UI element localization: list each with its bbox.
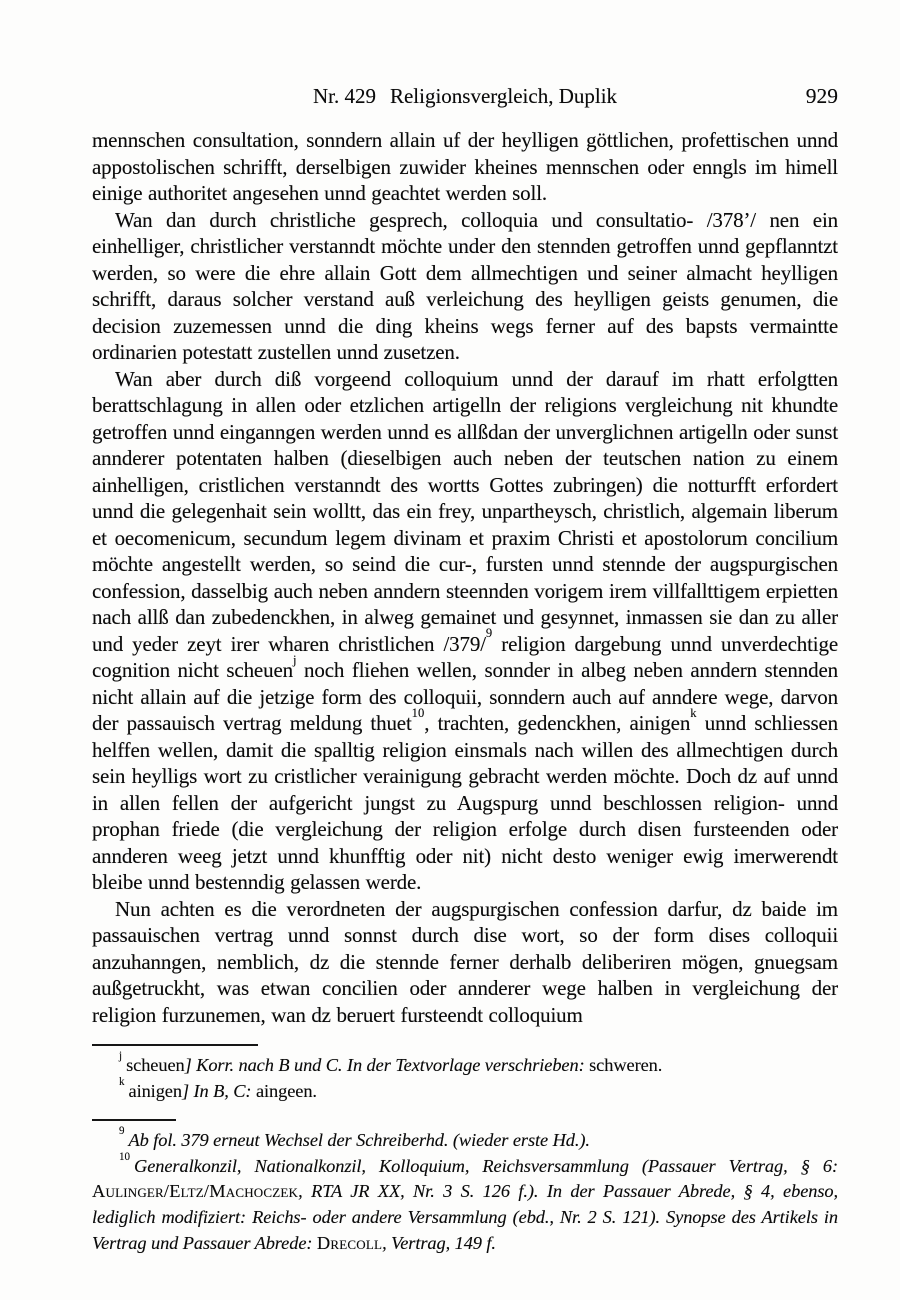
paragraph-continuation: mennschen consultation, sonndern allain uf der heylligen göttlichen, profettischen unnd appostolischen schrifft, derselbigen zuwider kheines mennschen oder enngls im himell einige authoritet angesehen unnd geachtet werden soll.	[92, 128, 838, 205]
footnote-text: Generalkonzil, Nationalkonzil, Kolloquium, Reichsversammlung (Passauer Vertrag, § 6: Aulinger/Eltz/Machoczek, RTA JR XX, Nr. 3 S. 126 f.). In der Passauer Abrede, § 4, ebenso, lediglich modifiziert: Reichs- oder andere Versammlung (ebd., Nr. 2 S. 121). Synopse des Artikels in Vertrag und Passauer Abrede: Drecoll, Vertrag, 149 f.	[92, 1155, 838, 1253]
variant-note-text: ainigen] In B, C: aingeen.	[128, 1080, 317, 1101]
paragraph: Wan aber durch diß vorgeend colloquium unnd der darauf im rhatt erfolgtten berattschlagung in allen oder etzlichen artigelln der religions vergleichung nit khundte getroffen unnd einganngen werden unnd es allßdan der unverglichnen artigelln oder sunst annderer potentaten halben (dieselbigen auch neben der teutschen nation zu einem ainhelligen, cristlichen verstanndt des wortts Gottes zubringen) die notturfft erfordert unnd die gelegenhait sein wolltt, das ein frey, unpartheysch, christlich, algemain liberum et oecomenicum, secundum legem divinam et praxim Christi et apostolorum concilium möchte angestellt werden, so seind die cur-, fursten unnd stennde der augspurgischen confession, dasselbig auch neben anndern steennden vorigem irem villfallttigem erpietten nach allß dan zubedenckhen, in alweg gemainet und gesynnet, inmassen sie dan zu aller und yeder zeyt irer wharen christlichen /379/$^9$ religion dargebung unnd unverdechtige cognition nicht scheuen$^j$ noch fliehen wellen, sonnder in albeg neben anndern stennden nicht allain auf die jetzige form des colloquii, sonndern auch auf anndere wege, darvon der passauisch vertrag meldung thuet$^{10}$, trachten, gedenckhen, ainigen$^k$ unnd schliessen helffen wellen, damit die spalltig religion einsmals nach willen des allmechtigen durch sein heylligs wort zu cristlicher verainigung gebracht werden möchte. Doch dz auf unnd in allen fellen der aufgericht jungst zu Augspurg unnd beschlossen religion- unnd prophan friede (die vergleichung der religion erfolge durch disen fursteenden oder annderen weeg jetzt unnd khunfftig oder nit) nicht desto weniger ewig imerwerendt bleibe unnd bestenndig gelassen werde.	[92, 366, 839, 894]
variant-note-mark: k	[119, 1075, 125, 1088]
footnote-text: Ab fol. 379 erneut Wechsel der Schreiberhd. (wieder erste Hd.).	[128, 1130, 590, 1151]
paragraph: Nun achten es die verordneten der augspurgischen confession darfur, dz baide im passauischen vertrag unnd sonnst durch dise wort, so der form dises colloquii anzuhanngen, nemblich, dz die stennde ferner derhalb deliberiren mögen, gnuegsam außgetruckht, was etwan concilien oder annderer wege halben in vergleichung der religion furzunemen, wan dz beruert fursteendt colloquium	[92, 896, 838, 1027]
running-header	[92, 84, 838, 109]
text-block	[92, 84, 838, 1256]
body-text	[92, 127, 838, 1028]
variant-note	[92, 1050, 838, 1079]
footnote-divider	[92, 1119, 176, 1121]
variant-note-text: scheuen] Korr. nach B und C. In der Textvorlage verschrieben: schweren.	[126, 1055, 663, 1075]
document-number: Nr. 429	[312, 84, 376, 108]
paragraph: Wan dan durch christliche gesprech, colloquia und consultatio- /378’/ nen ein einhelliger, christlicher verstanndt möchte under den stennden getroffen unnd gepflanntzt werden, so were die ehre allain Gott dem allmechtigen und seiner almacht heylligen schrifft, daraus solcher verstand auß verleichung des heylligen geists genumen, die decision zuzemessen unnd die ding kheins wegs ferner auf des bapsts vermaintte ordinarien potestatt zustellen unnd zusetzen.	[92, 207, 838, 364]
footnote-mark: 10	[119, 1151, 131, 1164]
variant-note-mark: j	[119, 1050, 123, 1063]
footnote	[92, 1151, 838, 1256]
variant-note	[92, 1075, 838, 1105]
page-number: 929	[805, 84, 838, 108]
footnote-mark: 9	[119, 1125, 125, 1138]
critical-apparatus	[92, 1044, 838, 1256]
variant-apparatus-divider	[92, 1044, 258, 1046]
running-title: Religionsvergleich, Duplik	[389, 84, 618, 108]
footnote	[92, 1125, 838, 1154]
